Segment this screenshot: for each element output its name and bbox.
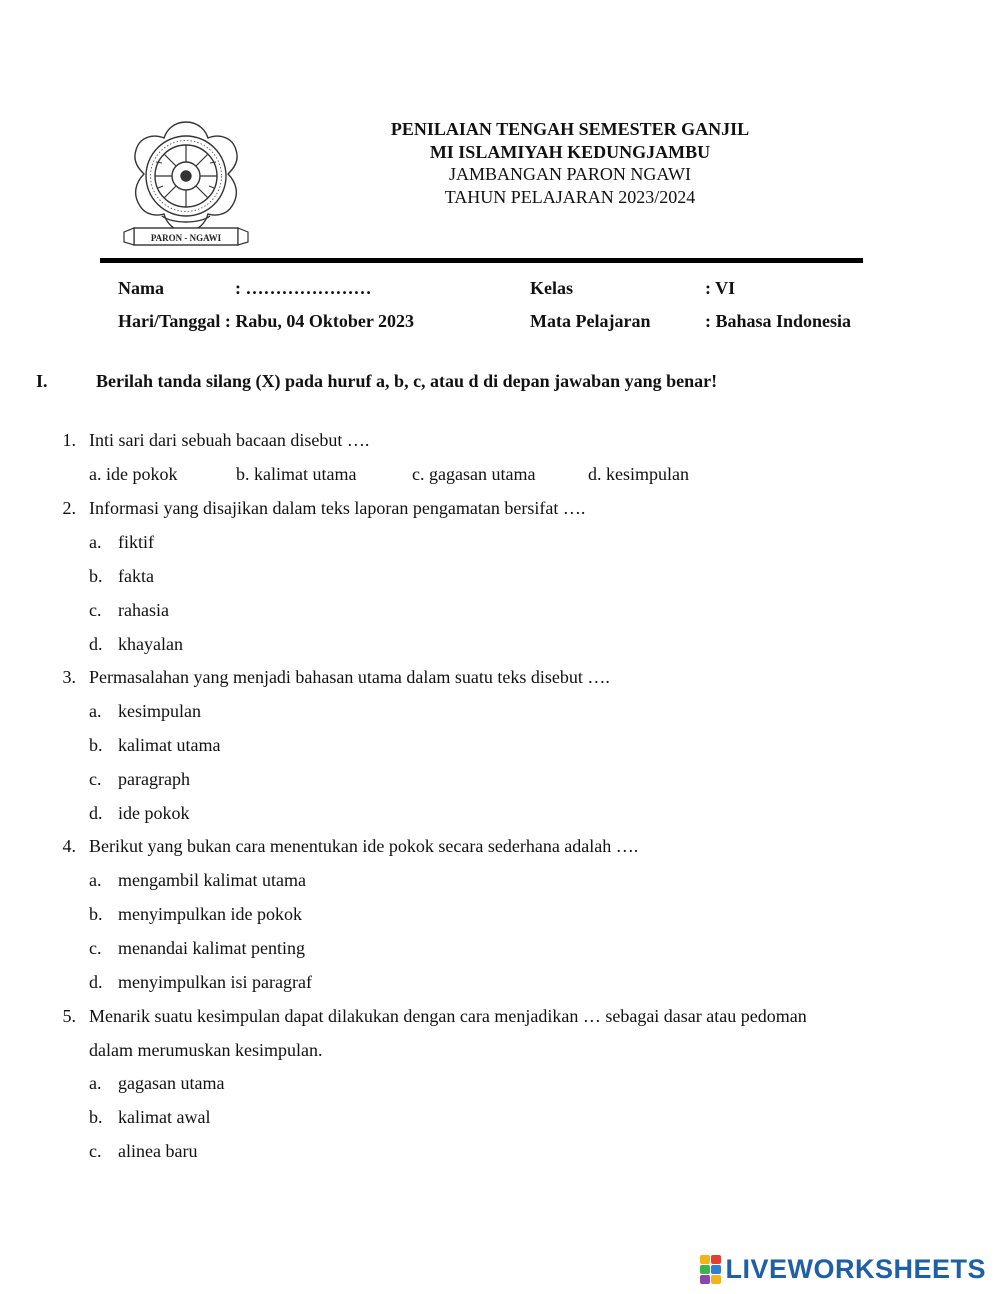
class-value: : VI — [705, 278, 736, 298]
option-letter: a. — [89, 532, 102, 552]
option-1a[interactable]: a. ide pokok — [89, 464, 178, 484]
option-letter: b. — [89, 735, 103, 755]
option-text: ide pokok — [118, 803, 190, 823]
option-letter: b. — [89, 566, 103, 586]
option-text: paragraph — [118, 769, 190, 789]
header-title: PENILAIAN TENGAH SEMESTER GANJIL — [390, 119, 750, 139]
option-text: gagasan utama — [118, 1073, 225, 1093]
option-text: kalimat utama — [118, 735, 221, 755]
option-letter: c. — [89, 1141, 102, 1161]
option-letter: d. — [89, 634, 103, 654]
question-number: 5. — [62, 1006, 76, 1026]
date-label: Hari/Tanggal : Rabu, 04 Oktober 2023 — [118, 311, 415, 331]
option-text: rahasia — [118, 600, 169, 620]
option-letter: c. — [89, 938, 102, 958]
option-text: fiktif — [118, 532, 154, 552]
liveworksheets-logo-icon — [700, 1255, 721, 1284]
name-label: Nama — [118, 278, 164, 298]
option-text: khayalan — [118, 634, 183, 654]
brand-name: LIVEWORKSHEETS — [725, 1253, 986, 1284]
option-1d[interactable]: d. kesimpulan — [588, 464, 689, 484]
question-text: Informasi yang disajikan dalam teks laporan pengamatan bersifat …. — [89, 498, 586, 518]
question-text: Berikut yang bukan cara menentukan ide pokok secara sederhana adalah …. — [89, 836, 639, 856]
logo-ribbon-text: PARON - NGAWI — [150, 233, 222, 243]
question-number: 4. — [62, 836, 76, 856]
option-letter: b. — [89, 904, 103, 924]
option-letter: b. — [89, 1107, 103, 1127]
section-number: I. — [36, 371, 48, 391]
option-1c[interactable]: c. gagasan utama — [412, 464, 536, 484]
question-number: 1. — [62, 430, 76, 450]
option-letter: a. — [89, 1073, 102, 1093]
option-1b[interactable]: b. kalimat utama — [236, 464, 357, 484]
header-school: MI ISLAMIYAH KEDUNGJAMBU — [429, 141, 711, 162]
header-year: TAHUN PELAJARAN 2023/2024 — [444, 186, 696, 207]
option-text: kesimpulan — [118, 701, 201, 721]
option-letter: d. — [89, 803, 103, 823]
option-letter: c. — [89, 600, 102, 620]
question-5-continuation: dalam merumuskan kesimpulan. — [89, 1040, 323, 1060]
option-text: menyimpulkan isi paragraf — [118, 972, 312, 992]
school-logo — [122, 116, 250, 250]
option-text: mengambil kalimat utama — [118, 870, 306, 890]
option-letter: d. — [89, 972, 103, 992]
section-instruction: Berilah tanda silang (X) pada huruf a, b, c, atau d di depan jawaban yang benar! — [96, 371, 718, 391]
option-text: fakta — [118, 566, 154, 586]
option-letter: a. — [89, 870, 102, 890]
class-label: Kelas — [530, 278, 573, 298]
question-text: Menarik suatu kesimpulan dapat dilakukan dengan cara menjadikan … sebagai dasar atau pedoman — [89, 1006, 807, 1026]
question-text: Permasalahan yang menjadi bahasan utama dalam suatu teks disebut …. — [89, 667, 610, 687]
question-number: 3. — [62, 667, 76, 687]
subject-value: : Bahasa Indonesia — [705, 311, 852, 331]
question-number: 2. — [62, 498, 76, 518]
document-header — [310, 118, 830, 208]
option-text: menyimpulkan ide pokok — [118, 904, 302, 924]
option-text: menandai kalimat penting — [118, 938, 305, 958]
subject-label: Mata Pelajaran — [530, 311, 651, 331]
option-text: alinea baru — [118, 1141, 198, 1161]
option-letter: c. — [89, 769, 102, 789]
option-letter: a. — [89, 701, 102, 721]
name-field[interactable]: : ………………… — [235, 278, 372, 298]
header-divider — [100, 258, 863, 263]
question-text: Inti sari dari sebuah bacaan disebut …. — [89, 430, 370, 450]
option-text: kalimat awal — [118, 1107, 211, 1127]
header-address: JAMBANGAN PARON NGAWI — [449, 164, 691, 184]
liveworksheets-brand[interactable] — [700, 1252, 986, 1286]
